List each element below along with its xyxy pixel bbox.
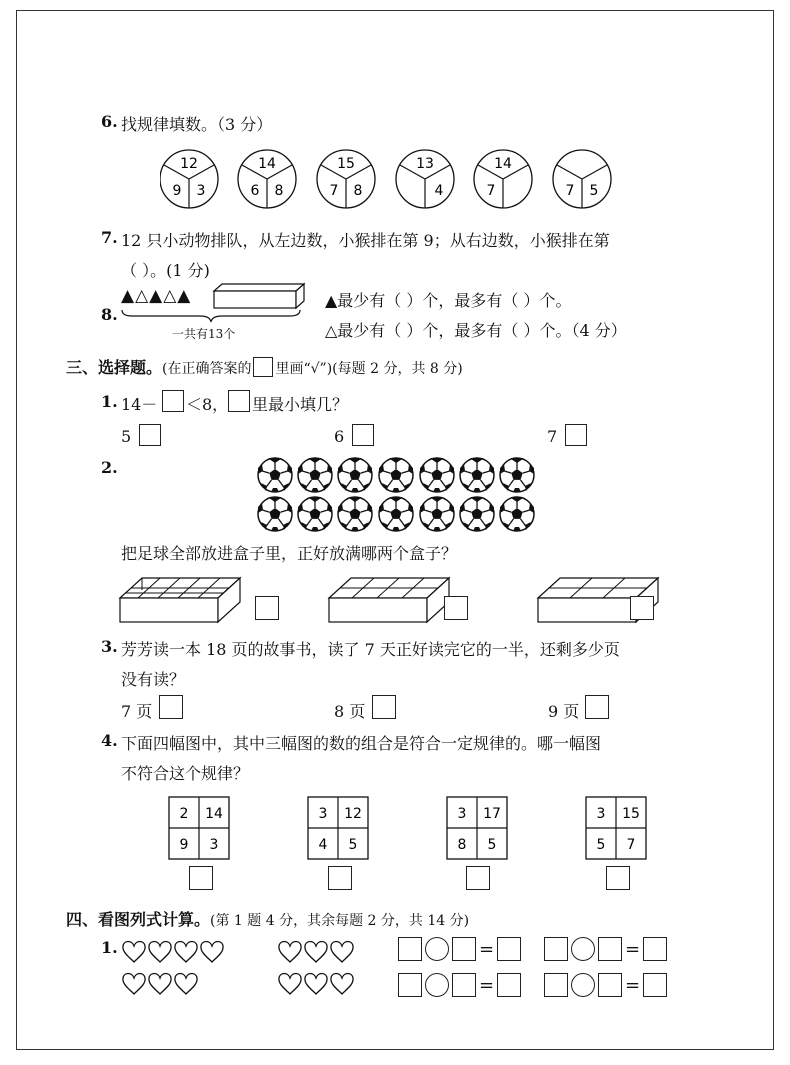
s4q1-number: 1. (101, 938, 118, 957)
circle-right-number: 8 (353, 183, 363, 199)
soccer-ball (460, 497, 494, 531)
heart-icon (149, 942, 171, 963)
s3q1-option-5-checkbox[interactable] (139, 424, 161, 446)
operator-circle[interactable] (425, 973, 449, 997)
heart-icon (175, 974, 197, 995)
number-box[interactable] (544, 937, 568, 961)
soccer-ball (379, 497, 413, 531)
heart-icon (331, 974, 353, 995)
number-box[interactable] (598, 973, 622, 997)
circle-right-number: 5 (589, 183, 599, 199)
grid-cell-top-right: 17 (483, 806, 501, 822)
s3q1-option-6-label: 6 (334, 427, 345, 446)
q8-brace-label: 一共有13个 (172, 327, 236, 341)
s3q1-blank-box (162, 390, 184, 412)
grid-2-checkbox[interactable] (328, 866, 352, 890)
number-grid (307, 796, 369, 860)
s3q3-option-9-label: 9 页 (548, 702, 580, 721)
soccer-ball (379, 458, 413, 492)
heart-icon (279, 942, 301, 963)
q8-brace (120, 309, 302, 323)
s3q1-option-6-checkbox[interactable] (352, 424, 374, 446)
number-circle (396, 150, 454, 208)
grid-cell-bottom-right: 5 (348, 837, 358, 853)
equals-sign: = (625, 938, 641, 960)
q6-text: 找规律填数。（3 分） (121, 115, 273, 134)
equals-sign: = (479, 938, 495, 960)
heart-icon (123, 942, 145, 963)
grid-cell-bottom-right: 7 (626, 837, 636, 853)
soccer-ball (298, 458, 332, 492)
grid-cell-bottom-left: 9 (179, 837, 189, 853)
number-box[interactable] (398, 937, 422, 961)
heart-icon (175, 942, 197, 963)
grid-cell-top-right: 14 (205, 806, 223, 822)
section4-title: 四、看图列式计算。 (66, 910, 211, 929)
grid-cell-bottom-left: 5 (596, 837, 606, 853)
grid-cell-bottom-right: 3 (209, 837, 219, 853)
number-box[interactable] (452, 973, 476, 997)
circle-top-number: 12 (180, 156, 198, 172)
soccer-ball (338, 458, 372, 492)
q8-line2: △最少有（ ）个，最多有（ ）个。（4 分） (325, 321, 627, 340)
s3q4-number: 4. (101, 731, 118, 750)
s3q4-line1: 下面四幅图中，其中三幅图的数的组合是符合一定规律的。哪一幅图 (121, 734, 602, 753)
q8-number: 8. (101, 305, 118, 324)
section3-title: 三、选择题。 (66, 358, 163, 377)
answer-box-sample (253, 357, 273, 377)
number-circle (553, 150, 611, 208)
circle-left-number: 7 (565, 183, 575, 199)
s3q3-number: 3. (101, 637, 118, 656)
equation-row-2a (398, 973, 521, 997)
circle-left-number: 6 (250, 183, 260, 199)
heart-icon (149, 974, 171, 995)
number-grid (585, 796, 647, 860)
circle-left-number: 7 (486, 183, 496, 199)
number-box[interactable] (544, 973, 568, 997)
q6-number: 6. (101, 112, 118, 131)
s3q3-option-9-checkbox[interactable] (585, 695, 609, 719)
hearts-group-a (120, 938, 235, 1000)
section4-note: (第 1 题 4 分，其余每题 2 分，共 14 分) (210, 913, 470, 929)
q8-triangles: ▲△▲△▲ (121, 286, 192, 306)
soccer-ball (258, 497, 292, 531)
equals-sign: = (625, 974, 641, 996)
equation-row-1a (398, 937, 521, 961)
box-option-2-checkbox[interactable] (444, 596, 468, 620)
circle-right-number: 4 (434, 183, 444, 199)
soccer-ball (420, 458, 454, 492)
circle-right-number: 8 (274, 183, 284, 199)
q8-line1: ▲最少有（ ）个，最多有（ ）个。 (325, 291, 572, 310)
s3q1-option-7-label: 7 (547, 427, 558, 446)
section3-heading (66, 355, 463, 378)
s3q3-option-8-checkbox[interactable] (372, 695, 396, 719)
box-option-1-checkbox[interactable] (255, 596, 279, 620)
equation-row-2b (544, 973, 667, 997)
grid-cell-top-left: 2 (179, 806, 189, 822)
s3q3-line1: 芳芳读一本 18 页的故事书，读了 7 天正好读完它的一半，还剩多少页 (121, 640, 620, 659)
number-circle (317, 150, 375, 208)
s3q3-option-7-label: 7 页 (121, 702, 153, 721)
section3-note-pre: (在正确答案的 (162, 361, 252, 377)
circle-top-number: 14 (494, 156, 512, 172)
soccer-balls (255, 455, 540, 535)
operator-circle[interactable] (571, 937, 595, 961)
soccer-ball (298, 497, 332, 531)
q7-number: 7. (101, 228, 118, 247)
s3q3-line2: 没有读？ (121, 670, 186, 689)
grid-3-checkbox[interactable] (466, 866, 490, 890)
number-box[interactable] (398, 973, 422, 997)
q8-block-icon (212, 281, 307, 311)
grid-cell-bottom-left: 4 (318, 837, 328, 853)
grid-cell-top-left: 3 (318, 806, 328, 822)
s3q3-option-8-label: 8 页 (334, 702, 366, 721)
s3q2-text: 把足球全部放进盒子里，正好放满哪两个盒子？ (121, 544, 458, 563)
number-circle (474, 150, 532, 208)
heart-icon (305, 942, 327, 963)
number-grid (446, 796, 508, 860)
soccer-ball (258, 458, 292, 492)
s3q2-number: 2. (101, 458, 118, 477)
hearts-group-b (276, 938, 361, 1000)
circle-top-number: 14 (258, 156, 276, 172)
s3q1-mid: ＜8， (186, 395, 229, 414)
heart-icon (123, 974, 145, 995)
equals-sign: = (479, 974, 495, 996)
result-box[interactable] (643, 973, 667, 997)
operator-circle[interactable] (425, 937, 449, 961)
s3q1-option-5-label: 5 (121, 427, 132, 446)
box-ten-compartments (118, 576, 243, 626)
grid-cell-bottom-right: 5 (487, 837, 497, 853)
s3q1-number: 1. (101, 392, 118, 411)
circle-right-number: 3 (196, 183, 206, 199)
soccer-ball (420, 497, 454, 531)
number-circle (238, 150, 296, 208)
number-box[interactable] (452, 937, 476, 961)
heart-icon (305, 974, 327, 995)
q6-circles (160, 145, 640, 217)
result-box[interactable] (497, 937, 521, 961)
box-option-3-checkbox[interactable] (630, 596, 654, 620)
grid-cell-top-right: 15 (622, 806, 640, 822)
s3q1-blank-box (228, 390, 250, 412)
circle-top-number: 13 (416, 156, 434, 172)
result-box[interactable] (643, 937, 667, 961)
circle-left-number: 7 (329, 183, 339, 199)
result-box[interactable] (497, 973, 521, 997)
number-circle (160, 150, 218, 208)
grid-cell-top-left: 3 (457, 806, 467, 822)
soccer-ball (500, 497, 534, 531)
soccer-ball (460, 458, 494, 492)
s3q4-line2: 不符合这个规律？ (121, 764, 250, 783)
operator-circle[interactable] (571, 973, 595, 997)
s3q1-pre: 14－ (121, 395, 158, 414)
soccer-ball (338, 497, 372, 531)
section4-heading (66, 907, 469, 930)
circle-left-number: 9 (172, 183, 182, 199)
s3q3-option-7-checkbox[interactable] (159, 695, 183, 719)
s3q1-option-7-checkbox[interactable] (565, 424, 587, 446)
heart-icon (331, 942, 353, 963)
number-grid (168, 796, 230, 860)
grid-cell-top-right: 12 (344, 806, 362, 822)
box-eight-compartments (327, 576, 452, 626)
heart-icon (279, 974, 301, 995)
heart-icon (201, 942, 223, 963)
q7-line2: （ ）。(1 分) (121, 261, 210, 280)
q7-line1: 12 只小动物排队，从左边数，小猴排在第 9；从右边数，小猴排在第 (121, 231, 610, 250)
grid-cell-top-left: 3 (596, 806, 606, 822)
circle-top-number: 15 (337, 156, 355, 172)
s3q1-post: 里最小填几？ (252, 395, 349, 414)
number-box[interactable] (598, 937, 622, 961)
grid-1-checkbox[interactable] (189, 866, 213, 890)
grid-cell-bottom-left: 8 (457, 837, 467, 853)
equation-row-1b (544, 937, 667, 961)
grid-4-checkbox[interactable] (606, 866, 630, 890)
section3-note-post: 里画“√”)(每题 2 分，共 8 分) (275, 361, 463, 377)
soccer-ball (500, 458, 534, 492)
